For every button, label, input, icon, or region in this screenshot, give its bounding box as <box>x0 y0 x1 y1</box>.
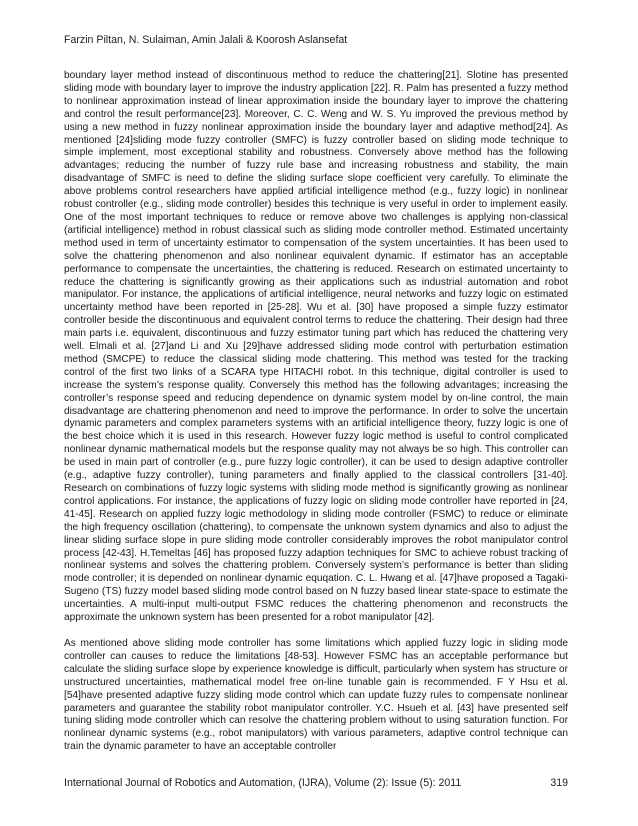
page-number: 319 <box>550 777 568 789</box>
paragraph-2: As mentioned above sliding mode controller has some limitations which applied fuzzy logic in sliding mode controller can causes to reduce the limitations [48-53]. However FSMC has an acceptable performance but calculate the sliding surface slope by experience knowledge is difficult, particularly when system has structure or unstructured uncertainties, mathematical model free on-line tunable gain is recommended. F Y Hsu et al. [54]have presented adaptive fuzzy sliding mode control which can update fuzzy rules to compensate nonlinear parameters and guarantee the stability robot manipulator controller. Y.C. Hsueh et al. [43] have presented self tuning sliding mode controller which can resolve the chattering problem without to using saturation function. For nonlinear dynamic systems (e.g., robot manipulators) with various parameters, adaptive control technique can train the dynamic parameter to have an acceptable controller <box>64 637 568 753</box>
page-footer <box>64 777 568 789</box>
journal-citation: International Journal of Robotics and Automation, (IJRA), Volume (2): Issue (5): 2011 <box>64 777 462 789</box>
body-text <box>64 70 568 760</box>
running-header: Farzin Piltan, N. Sulaiman, Amin Jalali & Koorosh Aslansefat <box>64 34 348 46</box>
paragraph-1: boundary layer method instead of discontinuous method to reduce the chattering[21]. Slotine has presented sliding mode with boundary layer to improve the industry application [22]. R. Palm has presented a fuzzy method to nonlinear approximation instead of linear approximation inside the boundary layer to improve the chattering and control the result performance[23]. Moreover, C. C. Weng and W. S. Yu improved the previous method by using a new method in fuzzy nonlinear approximation inside the boundary layer and adaptive method[24]. As mentioned [24]sliding mode fuzzy controller (SMFC) is fuzzy controller based on sliding mode technique to simple implement, most exceptional stability and robustness. Conversely above method has the following advantages; reducing the number of fuzzy rule base and increasing robustness and stability, the main disadvantage of SMFC is need to define the sliding surface slope coefficient very carefully. To eliminate the above problems control researchers have applied artificial intelligence method (e.g., fuzzy logic) in nonlinear robust controller (e.g., sliding mode controller) besides this technique is very useful in order to implement easily. One of the most important techniques to reduce or remove above two challenges is applying non-classical (artificial intelligence) method in robust classical such as sliding mode controller method. Estimated uncertainty method used in term of uncertainty estimator to compensation of the system uncertainties. It has been used to solve the chattering phenomenon and also nonlinear equivalent dynamic. If estimator has an acceptable performance to compensate the uncertainties, the chattering is reduced. Research on estimated uncertainty to reduce the chattering is significantly growing as their applications such as industrial automation and robot manipulator. For instance, the applications of artificial intelligence, neural networks and fuzzy logic on estimated uncertainty method have been reported in [25-28]. Wu et al. [30] have proposed a simple fuzzy estimator controller beside the discontinuous and equivalent control terms to reduce the chattering. Their design had three main parts i.e. equivalent, discontinuous and fuzzy estimator tuning part which has reduced the chattering very well. Elmali et al. [27]and Li and Xu [29]have addressed sliding mode control with perturbation estimation method (SMCPE) to reduce the classical sliding mode chattering. This method was tested for the tracking control of the first two links of a SCARA type HITACHI robot. In this technique, digital controller is used to increase the system’s response quality. Conversely this method has the following advantages; increasing the controller’s response speed and reducing dependence on dynamic system model by on-line control, the main disadvantage are chattering phenomenon and need to improve the performance. In order to solve the uncertain dynamic parameters and complex parameters systems with an artificial intelligence theory, fuzzy logic is one of the best choice which it is used in this research. However fuzzy logic method is useful to control complicated nonlinear dynamic mathematical models but the response quality may not always be so high. This controller can be used in main part of controller (e.g., pure fuzzy logic controller), it can be used to design adaptive controller (e.g., adaptive fuzzy controller), tuning parameters and finally applied to the classical controllers [31-40]. Research on combinations of fuzzy logic systems with sliding mode method is significantly growing as nonlinear control applications. For instance, the applications of fuzzy logic on sliding mode controller have reported in [24, 41-45]. Research on applied fuzzy logic methodology in sliding mode controller (FSMC) to reduce or eliminate the high frequency oscillation (chattering), to compensate the unknown system dynamics and also to adjust the linear sliding surface slope in pure sliding mode controller considerably improves the robot manipulator control process [42-43]. H.Temeltas [46] has proposed fuzzy adaption techniques for SMC to achieve robust tracking of nonlinear systems and solves the chattering problem. Conversely system’s performance is better than sliding mode controller; it is depended on nonlinear dynamic equqation. C. L. Hwang et al. [47]have proposed a Tagaki-Sugeno (TS) fuzzy model based sliding mode control based on N fuzzy based linear state-space to estimate the uncertainties. A multi-input multi-output FSMC reduces the chattering phenomenon and reconstructs the approximate the unknown system has been presented for a robot manipulator [42]. <box>64 70 568 624</box>
